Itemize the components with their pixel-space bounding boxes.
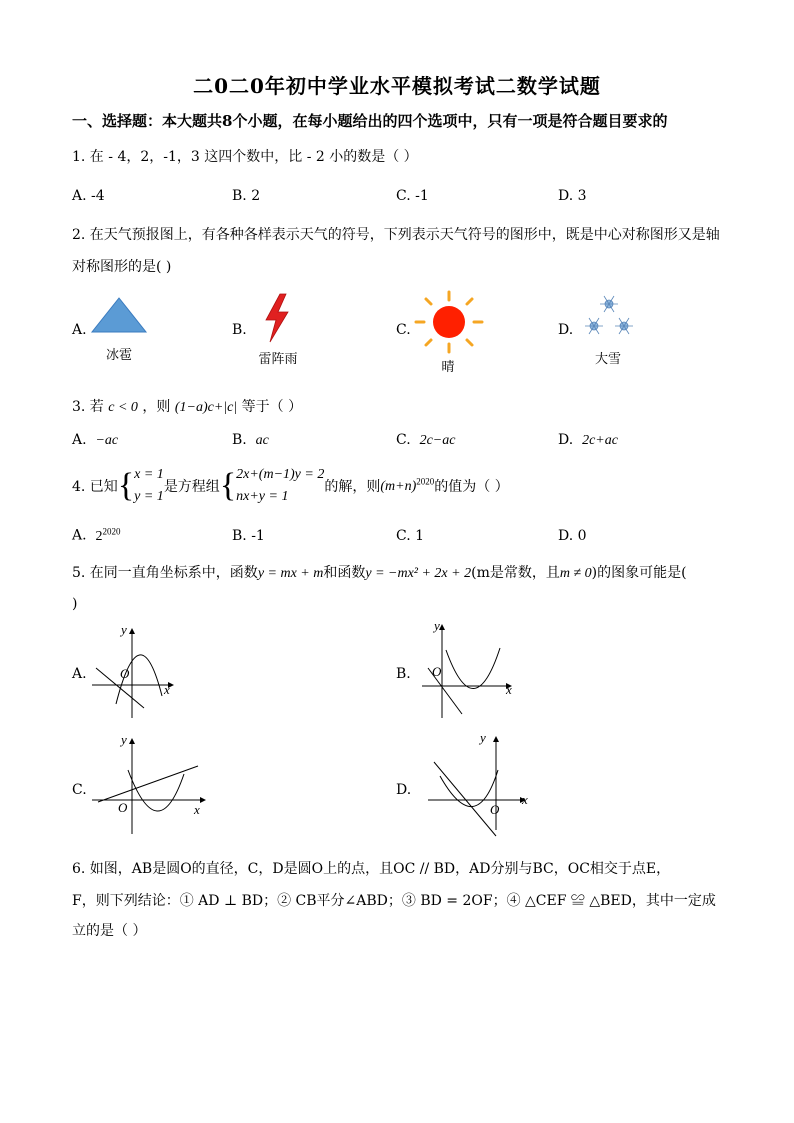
question-5-stem xyxy=(72,562,687,582)
q4-option-a xyxy=(72,526,120,545)
q4-expr-base: (m+n) xyxy=(380,479,417,495)
q3-mid: ，则 xyxy=(142,399,171,415)
question-4-stem xyxy=(72,464,509,508)
q4-brace-2: { xyxy=(219,467,237,504)
q3-value-b: ac xyxy=(255,433,269,448)
question-2-line-2: 对称图形的是( ) xyxy=(72,259,172,275)
q3-option-d xyxy=(558,432,618,449)
q4-sys1-eq2: y = 1 xyxy=(134,489,164,504)
q4-label-a: A. xyxy=(72,527,87,544)
question-5-line-2: ) xyxy=(72,596,78,612)
q3-value-d: 2c+ac xyxy=(582,433,618,448)
q2-option-b: B. xyxy=(232,322,247,338)
q5-graph-d xyxy=(418,730,542,842)
q4-brace-1: { xyxy=(117,467,135,504)
section-heading: 一、选择题：本大题共8个小题，在每小题给出的四个选项中，只有一项是符合题目要求的 xyxy=(72,112,668,130)
q3-label-d: D. xyxy=(558,432,574,448)
q3-condition: c < 0 xyxy=(108,400,138,415)
q5-option-b: B. xyxy=(396,666,411,682)
q5-cond: m ≠ 0 xyxy=(559,566,592,581)
q4-option-d: D. 0 xyxy=(558,528,587,544)
q2-caption-d: 大雪 xyxy=(594,352,621,367)
q5a-axis-x: x xyxy=(164,682,170,697)
q3-value-c: 2c−ac xyxy=(419,433,456,448)
q4-sys2-eq1: 2x+(m−1)y = 2 xyxy=(236,467,325,482)
q5-f1: y = mx + m xyxy=(257,566,324,581)
q5c-origin: O xyxy=(118,800,128,815)
q2-caption-b: 雷阵雨 xyxy=(258,352,298,367)
q3-option-c xyxy=(396,432,455,449)
q5-p1: 5. 在同一直角坐标系中，函数 xyxy=(72,565,258,581)
q5-p4: )的图象可能是( xyxy=(591,565,687,581)
q4-option-b: B. -1 xyxy=(232,528,265,544)
q1-option-d: D. 3 xyxy=(558,188,587,204)
q3-label-a: A. xyxy=(72,432,87,448)
q4-value-a xyxy=(95,526,121,544)
q2-option-c: C. xyxy=(396,322,411,338)
q5d-origin: O xyxy=(490,802,500,817)
q4-sys2-eq2: nx+y = 1 xyxy=(236,489,289,504)
q4-mid2: 的解，则 xyxy=(324,479,381,495)
q4-expression xyxy=(380,476,435,495)
q5c-axis-x: x xyxy=(194,802,200,817)
q5a-axis-y: y xyxy=(121,622,127,637)
q4-system-1 xyxy=(134,464,164,508)
question-6-line-3: 立的是（ ） xyxy=(72,923,147,939)
q4-mid: 是方程组 xyxy=(163,479,220,495)
q5d-axis-y: y xyxy=(480,730,486,745)
q4-suffix: 的值为（ ） xyxy=(434,479,509,495)
q3-option-b xyxy=(232,432,269,449)
page-title: 二0二0年初中学业水平模拟考试二数学试题 xyxy=(193,74,601,98)
q5-p3: (m是常数，且 xyxy=(471,565,560,581)
q5a-origin: O xyxy=(120,666,130,681)
q2-caption-c: 晴 xyxy=(441,360,455,375)
q3-option-a xyxy=(72,432,118,449)
q3-label-c: C. xyxy=(396,432,411,448)
lightning-icon xyxy=(260,292,294,344)
q4-opt-a-exp: 2020 xyxy=(102,526,121,536)
q5c-axis-y: y xyxy=(121,732,127,747)
q4-option-c: C. 1 xyxy=(396,528,425,544)
q3-prefix: 3. 若 xyxy=(72,399,104,415)
q1-option-a: A. -4 xyxy=(72,188,105,204)
snow-icon xyxy=(580,292,638,342)
q1-option-c: C. -1 xyxy=(396,188,429,204)
hail-icon xyxy=(88,294,150,336)
q4-sys1-eq1: x = 1 xyxy=(134,467,164,482)
q5-graph-c xyxy=(88,730,212,840)
q3-value-a: −ac xyxy=(95,433,119,448)
q5-graph-b xyxy=(418,618,528,722)
question-6-line-2: F，则下列结论：① AD ⊥ BD；② CB平分∠ABD；③ BD = 2OF；④ △CEF ≌ △BED，其中一定成 xyxy=(72,893,716,909)
q3-suffix: 等于（ ） xyxy=(241,399,303,415)
sun-icon xyxy=(414,290,484,354)
q5-option-c: C. xyxy=(72,782,87,798)
question-3-stem xyxy=(72,396,302,416)
q2-option-d: D. xyxy=(558,322,574,338)
q4-expr-exp: 2020 xyxy=(416,476,435,487)
q4-prefix: 4. 已知 xyxy=(72,479,118,495)
q5-option-a: A. xyxy=(72,666,87,682)
q5-graph-a xyxy=(88,620,188,720)
q1-option-b: B. 2 xyxy=(232,188,261,204)
q2-option-a: A. xyxy=(72,322,87,338)
q4-system-2 xyxy=(236,464,324,508)
q5b-axis-x: x xyxy=(506,682,512,697)
q5d-axis-x: x xyxy=(522,792,528,807)
q4-opt-a-base: 2 xyxy=(95,528,103,544)
q5b-origin: O xyxy=(432,664,442,679)
q3-label-b: B. xyxy=(232,432,247,448)
question-1-stem: 1. 在 - 4，2，-1，3 这四个数中，比 - 2 小的数是（ ） xyxy=(72,149,418,165)
q5-p2: 和函数 xyxy=(323,565,366,581)
q5b-axis-y: y xyxy=(434,618,440,633)
q2-caption-a: 冰雹 xyxy=(105,348,132,363)
question-6-line-1: 6. 如图，AB是圆O的直径，C，D是圆O上的点，且OC // BD，AD分别与BC，OC相交于点E， xyxy=(72,861,671,877)
q3-expression: (1−a)c+|c| xyxy=(174,400,238,415)
q5-option-d: D. xyxy=(396,782,412,798)
q5-f2: y = −mx² + 2x + 2 xyxy=(365,566,472,581)
question-2-line-1: 2. 在天气预报图上，有各种各样表示天气的符号，下列表示天气符号的图形中，既是中心对称图形又是轴 xyxy=(72,227,720,243)
